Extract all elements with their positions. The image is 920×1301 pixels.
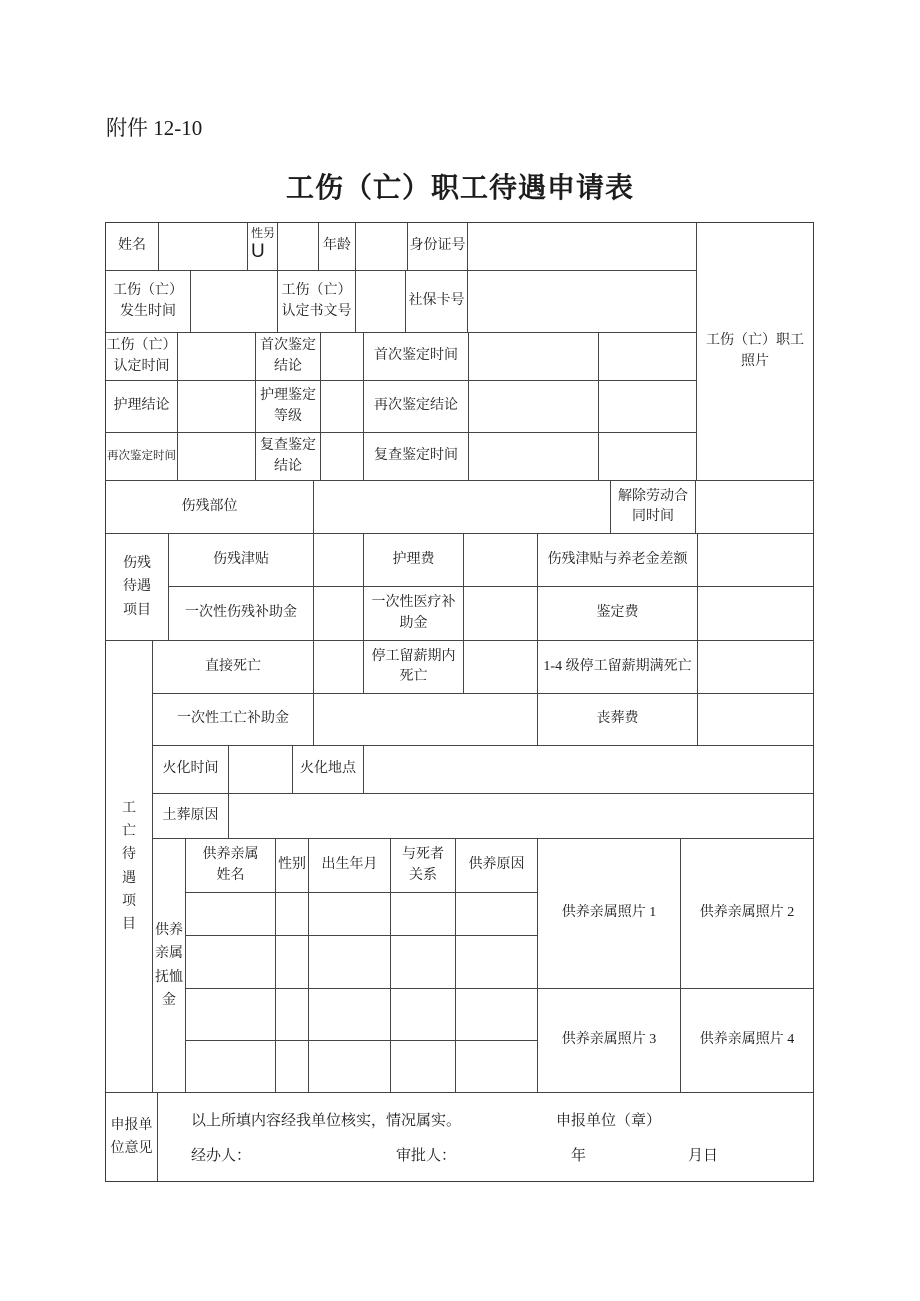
- review-extra-input[interactable]: [599, 433, 697, 481]
- dependents-data-row: [186, 989, 538, 1041]
- unit-seal-label: 申报单位（章）: [556, 1113, 662, 1129]
- attachment-number: 附件 12-10: [106, 116, 203, 140]
- row-onetime-disability: [169, 587, 813, 641]
- age-label: 年龄: [319, 223, 356, 271]
- dep-cell-r4c2[interactable]: [276, 1041, 309, 1093]
- review-appraisal-result-label: 复查鉴定结论: [256, 433, 321, 481]
- disability-allowance-input[interactable]: [314, 534, 364, 587]
- onetime-medical-subsidy-input[interactable]: [464, 587, 538, 641]
- death-during-leave-input[interactable]: [464, 641, 538, 694]
- gender-input[interactable]: [278, 223, 319, 271]
- onetime-death-subsidy-input[interactable]: [314, 694, 538, 746]
- contract-end-time-label: 解除劳动合同时间: [611, 481, 696, 534]
- row-first-appraisal: [106, 333, 697, 381]
- dependent-photo1-cell: 供养亲属照片 1: [538, 839, 681, 989]
- injury-part-label: 伤残部位: [106, 481, 314, 534]
- onetime-disability-subsidy-label: 一次性伤残补助金: [169, 587, 314, 641]
- declare-unit-section: [106, 1093, 813, 1181]
- age-input[interactable]: [356, 223, 408, 271]
- dependent-photo2-cell: 供养亲属照片 2: [681, 839, 813, 989]
- allowance-pension-gap-input[interactable]: [698, 534, 813, 587]
- declare-section-label: 申报单位意见: [106, 1093, 158, 1181]
- review-appraisal-time-label: 复查鉴定时间: [364, 433, 469, 481]
- dep-cell-r1c5[interactable]: [456, 893, 538, 936]
- appraisal-fee-input[interactable]: [698, 587, 813, 641]
- allowance-pension-gap-label: 伤残津贴与养老金差额: [538, 534, 698, 587]
- dep-cell-r2c4[interactable]: [391, 936, 456, 989]
- row-basic-identity: [106, 223, 697, 271]
- dep-cell-r1c2[interactable]: [276, 893, 309, 936]
- first-appraisal-result-label: 首次鉴定结论: [256, 333, 321, 381]
- application-form-table: [105, 222, 814, 1182]
- cremation-time-input[interactable]: [229, 746, 293, 794]
- dep-cell-r2c5[interactable]: [456, 936, 538, 989]
- dependent-photo3-cell: 供养亲属照片 3: [538, 989, 681, 1093]
- first-appraisal-result-input[interactable]: [321, 333, 364, 381]
- appraisal-fee-label: 鉴定费: [538, 587, 698, 641]
- care-fee-label: 护理费: [364, 534, 464, 587]
- dep-header-gender: 性别: [276, 839, 309, 893]
- dependents-block: [153, 839, 813, 1093]
- direct-death-label: 直接死亡: [153, 641, 314, 694]
- first-appraisal-time-input[interactable]: [469, 333, 599, 381]
- dep-header-name: 供养亲属姓名: [186, 839, 276, 893]
- injury-part-input[interactable]: [314, 481, 611, 534]
- dep-cell-r4c1[interactable]: [186, 1041, 276, 1093]
- cert-doc-no-input[interactable]: [356, 271, 406, 333]
- dep-cell-r1c3[interactable]: [309, 893, 391, 936]
- dep-cell-r2c3[interactable]: [309, 936, 391, 989]
- dep-cell-r3c2[interactable]: [276, 989, 309, 1041]
- social-card-input[interactable]: [468, 271, 697, 333]
- gender-label-line2: U: [251, 241, 265, 263]
- dependents-header-row: [186, 839, 538, 893]
- dependents-table: [186, 839, 538, 1093]
- row-cremation: [153, 746, 813, 794]
- onetime-death-subsidy-label: 一次性工亡补助金: [153, 694, 314, 746]
- dep-cell-r3c1[interactable]: [186, 989, 276, 1041]
- approver-label: 审批人：: [396, 1148, 457, 1165]
- dep-cell-r4c4[interactable]: [391, 1041, 456, 1093]
- row-direct-death: [153, 641, 813, 694]
- care-result-label: 护理结论: [106, 381, 178, 433]
- occur-time-label: 工伤（亡）发生时间: [106, 271, 191, 333]
- disability-section-label: 伤残待遇项目: [106, 534, 169, 641]
- burial-reason-label: 土葬原因: [153, 794, 229, 839]
- page-title: 工伤（亡）职工待遇申请表: [285, 172, 634, 203]
- dep-cell-r2c1[interactable]: [186, 936, 276, 989]
- care-result-input[interactable]: [178, 381, 256, 433]
- disability-allowance-label: 伤残津贴: [169, 534, 314, 587]
- dependents-data-row: [186, 936, 538, 989]
- death-after-leave-input[interactable]: [698, 641, 813, 694]
- id-number-label: 身份证号: [408, 223, 468, 271]
- funeral-fee-label: 丧葬费: [538, 694, 698, 746]
- second-appraisal-time-label: 再次鉴定时间: [106, 433, 178, 481]
- row-disability-allowance: [169, 534, 813, 587]
- gender-label-line1: 性另: [251, 226, 276, 240]
- death-section-label: 工亡待遇项目: [106, 641, 153, 1093]
- name-input[interactable]: [159, 223, 248, 271]
- dependent-photo4-cell: 供养亲属照片 4: [681, 989, 813, 1093]
- dep-header-relation: 与死者关系: [391, 839, 456, 893]
- dep-cell-r3c4[interactable]: [391, 989, 456, 1041]
- year-label: 年: [571, 1148, 587, 1165]
- header-block: [106, 223, 813, 481]
- review-appraisal-time-input[interactable]: [469, 433, 599, 481]
- dep-header-birth: 出生年月: [309, 839, 391, 893]
- gender-label: [248, 223, 278, 271]
- death-after-leave-label: 1-4 级停工留薪期满死亡: [538, 641, 698, 694]
- care-grade-label: 护理鉴定等级: [256, 381, 321, 433]
- row-injury-part: [106, 481, 813, 534]
- row-care-appraisal: [106, 381, 697, 433]
- row-onetime-death: [153, 694, 813, 746]
- row-burial-reason: [153, 794, 813, 839]
- direct-death-input[interactable]: [314, 641, 364, 694]
- worker-photo-cell: 工伤（亡）职工照片: [697, 223, 813, 481]
- first-appraisal-time-label: 首次鉴定时间: [364, 333, 469, 381]
- row-review-appraisal: [106, 433, 697, 481]
- name-label: 姓名: [106, 223, 159, 271]
- dep-cell-r1c4[interactable]: [391, 893, 456, 936]
- second-appraisal-time-input[interactable]: [178, 433, 256, 481]
- dep-cell-r4c5[interactable]: [456, 1041, 538, 1093]
- disability-benefits-section: [106, 534, 813, 641]
- declare-content-cell: [158, 1093, 813, 1181]
- dependents-data-row: [186, 1041, 538, 1093]
- dep-cell-r3c3[interactable]: [309, 989, 391, 1041]
- cremation-time-label: 火化时间: [153, 746, 229, 794]
- review-appraisal-result-input[interactable]: [321, 433, 364, 481]
- second-appraisal-result-label: 再次鉴定结论: [364, 381, 469, 433]
- death-during-leave-label: 停工留薪期内死亡: [364, 641, 464, 694]
- month-day-label: 月日: [688, 1148, 719, 1165]
- handler-label: 经办人：: [191, 1148, 252, 1165]
- id-number-input[interactable]: [468, 223, 697, 271]
- funeral-fee-input[interactable]: [698, 694, 813, 746]
- cremation-place-label: 火化地点: [293, 746, 364, 794]
- cert-time-label: 工伤（亡）认定时间: [106, 333, 178, 381]
- occur-time-input[interactable]: [191, 271, 278, 333]
- death-benefits-section: [106, 641, 813, 1093]
- burial-reason-input[interactable]: [229, 794, 813, 839]
- contract-end-time-input[interactable]: [696, 481, 813, 534]
- care-extra-input[interactable]: [599, 381, 697, 433]
- first-appraisal-extra-input[interactable]: [599, 333, 697, 381]
- dep-cell-r3c5[interactable]: [456, 989, 538, 1041]
- dep-cell-r2c2[interactable]: [276, 936, 309, 989]
- row-occur-time: [106, 271, 697, 333]
- onetime-disability-subsidy-input[interactable]: [314, 587, 364, 641]
- cremation-place-input[interactable]: [364, 746, 813, 794]
- onetime-medical-subsidy-label: 一次性医疗补助金: [364, 587, 464, 641]
- declare-statement: 以上所填内容经我单位核实，情况属实。: [191, 1113, 462, 1129]
- second-appraisal-result-input[interactable]: [469, 381, 599, 433]
- dep-cell-r4c3[interactable]: [309, 1041, 391, 1093]
- social-card-label: 社保卡号: [406, 271, 468, 333]
- dep-cell-r1c1[interactable]: [186, 893, 276, 936]
- dep-header-reason: 供养原因: [456, 839, 538, 893]
- cert-doc-no-label: 工伤（亡）认定书文号: [278, 271, 356, 333]
- cert-time-input[interactable]: [178, 333, 256, 381]
- dependents-data-row: [186, 893, 538, 936]
- dependent-pension-label: 供养亲属抚恤金: [153, 839, 186, 1093]
- care-grade-input[interactable]: [321, 381, 364, 433]
- care-fee-input[interactable]: [464, 534, 538, 587]
